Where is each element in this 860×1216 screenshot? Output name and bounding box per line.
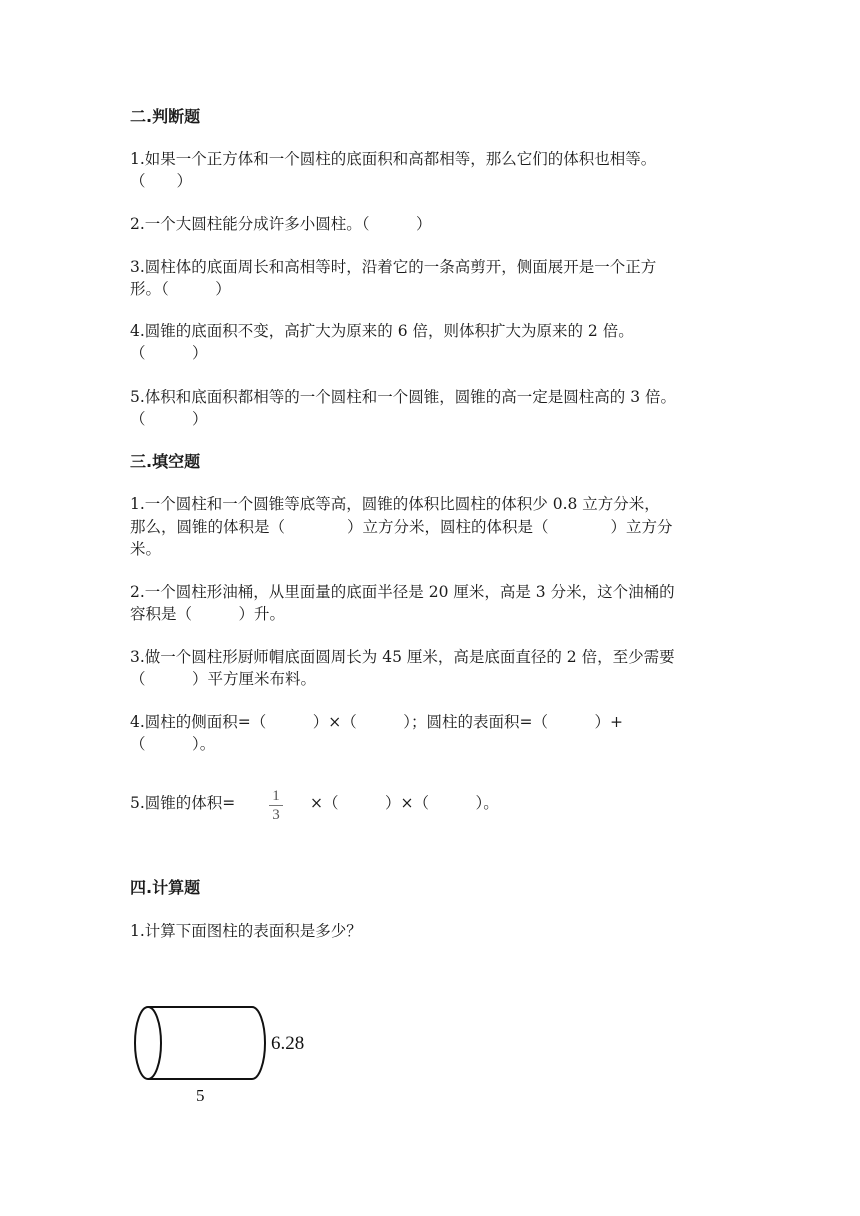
cylinder-height-label: 6.28	[271, 1033, 305, 1054]
fill-q3-line2: （ ）平方厘米布料。	[130, 670, 317, 688]
fill-q5-prefix: 5.圆锥的体积=	[130, 794, 236, 812]
fill-q2-line2: 容积是（ ）升。	[130, 605, 286, 623]
cylinder-figure	[128, 1000, 328, 1110]
section-heading-calculation: 四.计算题	[130, 878, 201, 897]
fill-q5-suffix: ×（ ）×（ ）。	[310, 794, 499, 812]
fraction-numerator: 1	[272, 788, 280, 804]
judgement-q3-line1: 3.圆柱体的底面周长和高相等时，沿着它的一条高剪开，侧面展开是一个正方	[130, 258, 657, 276]
fill-q2-line1: 2.一个圆柱形油桶，从里面量的底面半径是 20 厘米，高是 3 分米，这个油桶的	[130, 583, 675, 601]
judgement-q4-answer-blank: （ ）	[130, 344, 208, 362]
cylinder-right-end	[252, 1007, 265, 1079]
fill-q1-line1: 1.一个圆柱和一个圆锥等底等高，圆锥的体积比圆柱的体积少 0.8 立方分米，	[130, 495, 660, 513]
fill-q1-line3: 米。	[130, 540, 162, 558]
fill-q4-line1: 4.圆柱的侧面积=（ ）×（ ）；圆柱的表面积=（ ）+	[130, 713, 623, 731]
fill-q3-line1: 3.做一个圆柱形厨师帽底面圆周长为 45 厘米，高是底面直径的 2 倍，至少需要	[130, 648, 675, 666]
section-heading-fill-blank: 三.填空题	[130, 452, 201, 471]
cylinder-left-end	[135, 1007, 161, 1079]
fill-q1-line2: 那么，圆锥的体积是（ ）立方分米，圆柱的体积是（ ）立方分	[130, 518, 673, 536]
calc-q1-line1: 1.计算下面图柱的表面积是多少？	[130, 922, 362, 940]
judgement-q4-line1: 4.圆锥的底面积不变，高扩大为原来的 6 倍，则体积扩大为原来的 2 倍。	[130, 322, 634, 340]
fraction-denominator: 3	[272, 807, 280, 823]
judgement-q1-answer-blank: （ ）	[130, 172, 193, 190]
judgement-q2-line1: 2.一个大圆柱能分成许多小圆柱。（ ）	[130, 215, 432, 233]
judgement-q5-answer-blank: （ ）	[130, 410, 208, 428]
judgement-q3-line2: 形。（ ）	[130, 280, 231, 298]
fill-q4-line2: （ ）。	[130, 735, 216, 753]
judgement-q5-line1: 5.体积和底面积都相等的一个圆柱和一个圆锥，圆锥的高一定是圆柱高的 3 倍。	[130, 388, 677, 406]
fraction-one-third	[268, 787, 284, 824]
cylinder-length-label: 5	[196, 1086, 205, 1105]
section-heading-judgement: 二.判断题	[130, 107, 201, 126]
judgement-q1-line1: 1.如果一个正方体和一个圆柱的底面积和高都相等，那么它们的体积也相等。	[130, 150, 657, 168]
